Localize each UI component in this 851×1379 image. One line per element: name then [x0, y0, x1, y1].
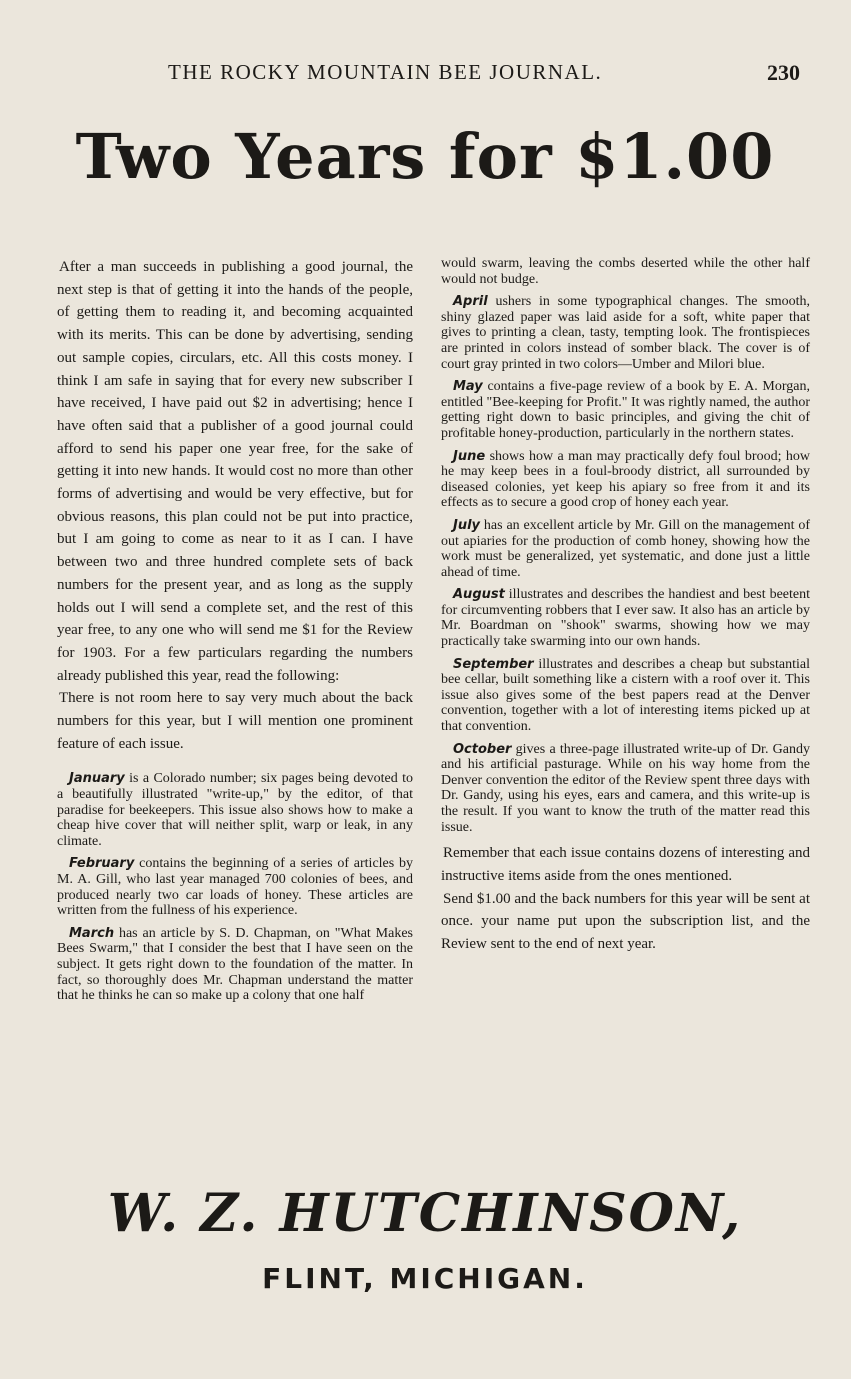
advertisement-headline: Two Years for $1.00 — [75, 120, 775, 193]
month-label: March — [69, 925, 115, 941]
publisher-location: FLINT, MICHIGAN. — [262, 1262, 588, 1295]
issue-entry-march — [57, 926, 413, 1004]
month-label: April — [453, 294, 488, 310]
issue-entry-september — [441, 657, 810, 735]
issue-entry-april — [441, 294, 810, 372]
right-column — [441, 256, 810, 956]
publisher-name: W. Z. HUTCHINSON, — [107, 1183, 743, 1244]
issue-entry-october — [441, 742, 810, 836]
closing-paragraph-items: Remember that each issue contains dozens of interesting and instructive items aside from the ones mentioned. — [441, 845, 810, 884]
month-label: August — [453, 587, 505, 603]
issue-description: shows how a man may practically defy foul brood; how he may keep bees in a foul-broody district, all surrounded by diseased colonies, yet keep his apiary so free from it and its effects as to secure a good crop of honey each year. — [441, 448, 810, 511]
issue-description: illustrates and describes a cheap but substantial bee cellar, built something like a cistern with a roof over it. This issue also gives some of the best papers read at the Denver convention, together with a lot of interesting items picked up at that convention. — [441, 656, 810, 735]
page-number: 230 — [767, 60, 800, 85]
issue-description: is a Colorado number; six pages being devoted to a beautifully illustrated "write-up," by the editor, of that paradise for beekeepers. This issue also shows how to make a cheap hive cover that will neither split, warp or leak, in any climate. — [57, 771, 413, 849]
issue-description: has an article by S. D. Chapman, on "What Makes Bees Swarm," that I consider the best that I have seen on the subject. It gets right down to the foundation of the matter. In fact, so thoroughly does Mr. Chapman understand the matter that he thinks he can so make up a colony that one half — [57, 925, 414, 1004]
closing-paragraph-offer: Send $1.00 and the back numbers for this year will be sent at once. your name put upon the subscription list, and the Review sent to the end of next year. — [441, 890, 810, 952]
issue-description: illustrates and describes the handiest and best beetent for circumventing robbers that I ever saw. It also has an article by Mr. Boardman on "shook" swarms, showing how we may practically take swarming into our own hands. — [441, 587, 810, 650]
month-label: July — [453, 517, 481, 533]
issue-entry-february — [57, 856, 413, 918]
issue-description: contains a five-page review of a book by E. A. Morgan, entitled "Bee-keeping for Profit." It was rightly named, the author getting right down to basic principles, and giving the chit of profitable honey-production, particularly in the northern states. — [441, 379, 810, 441]
month-label: October — [453, 741, 512, 757]
journal-title: THE ROCKY MOUNTAIN BEE JOURNAL. — [168, 60, 603, 84]
issue-description: ushers in some typographical changes. The smooth, shiny glazed paper was laid aside for a soft, white paper that gives to printing a clean, tasty, tempting look. The frontispieces are printed in colors instead of somber black. The cover is of court gray printed in two colors—Umber and Milori blue. — [441, 294, 810, 372]
issue-entry-july — [441, 518, 810, 580]
issue-entry-may — [441, 379, 810, 441]
intro-paragraph: After a man succeeds in publishing a good journal, the next step is that of getting it into the hands of the people, of getting them to reading it, and becoming acquainted with its merits. This can be done by advertising, sending out sample copies, circulars, etc. All this costs money. I think I am safe in saying that for every new subscriber I have received, I have paid out $2 in advertising; hence I have often said that a publisher of a good journal could afford to send his paper one year free, for the sake of getting it into new hands. It would cost no more than other forms of advertising and would be very effective, but for obvious reasons, this plan could not be put into practice, but I am going to come as near to it as I can. I have between two and three hundred complete sets of back numbers for the present year, and as long as the supply holds out I will send a complete set, and the rest of this year free, to any one who will send me $1 for the Review for 1903. For a few particulars regarding the numbers already published this year, read the following: — [57, 259, 413, 684]
issue-description: contains the beginning of a series of articles by M. A. Gill, who last year managed 700 colonies of bees, and produced nearly two car loads of honey. These articles are written from the fullness of his experience. — [57, 856, 414, 919]
march-continuation: would swarm, leaving the combs deserted while the other half would not budge. — [441, 256, 810, 287]
month-label: February — [69, 856, 135, 872]
month-label: June — [453, 448, 486, 464]
month-label: May — [453, 379, 483, 395]
issue-entry-january — [57, 771, 413, 849]
issue-description: gives a three-page illustrated write-up of Dr. Gandy and his artificial pasturage. While on his way home from the Denver convention the editor of the Review spent three days with Dr. Gandy, using his eyes, ears and camera, and this write-up is the result. If you want to know the truth of the matter read this issue. — [441, 741, 810, 835]
month-label: January — [69, 771, 125, 787]
month-label: September — [453, 656, 534, 672]
left-column — [57, 256, 413, 1011]
issue-entry-june — [441, 449, 810, 511]
issue-entry-august — [441, 587, 810, 649]
issue-description: has an excellent article by Mr. Gill on the management of out apiaries for the production of comb honey, showing how the work must be generalized, yet systematic, and done just a little ahead of time. — [441, 517, 811, 580]
back-numbers-note: There is not room here to say very much about the back numbers for this year, but I will mention one prominent feature of each issue. — [57, 690, 413, 752]
